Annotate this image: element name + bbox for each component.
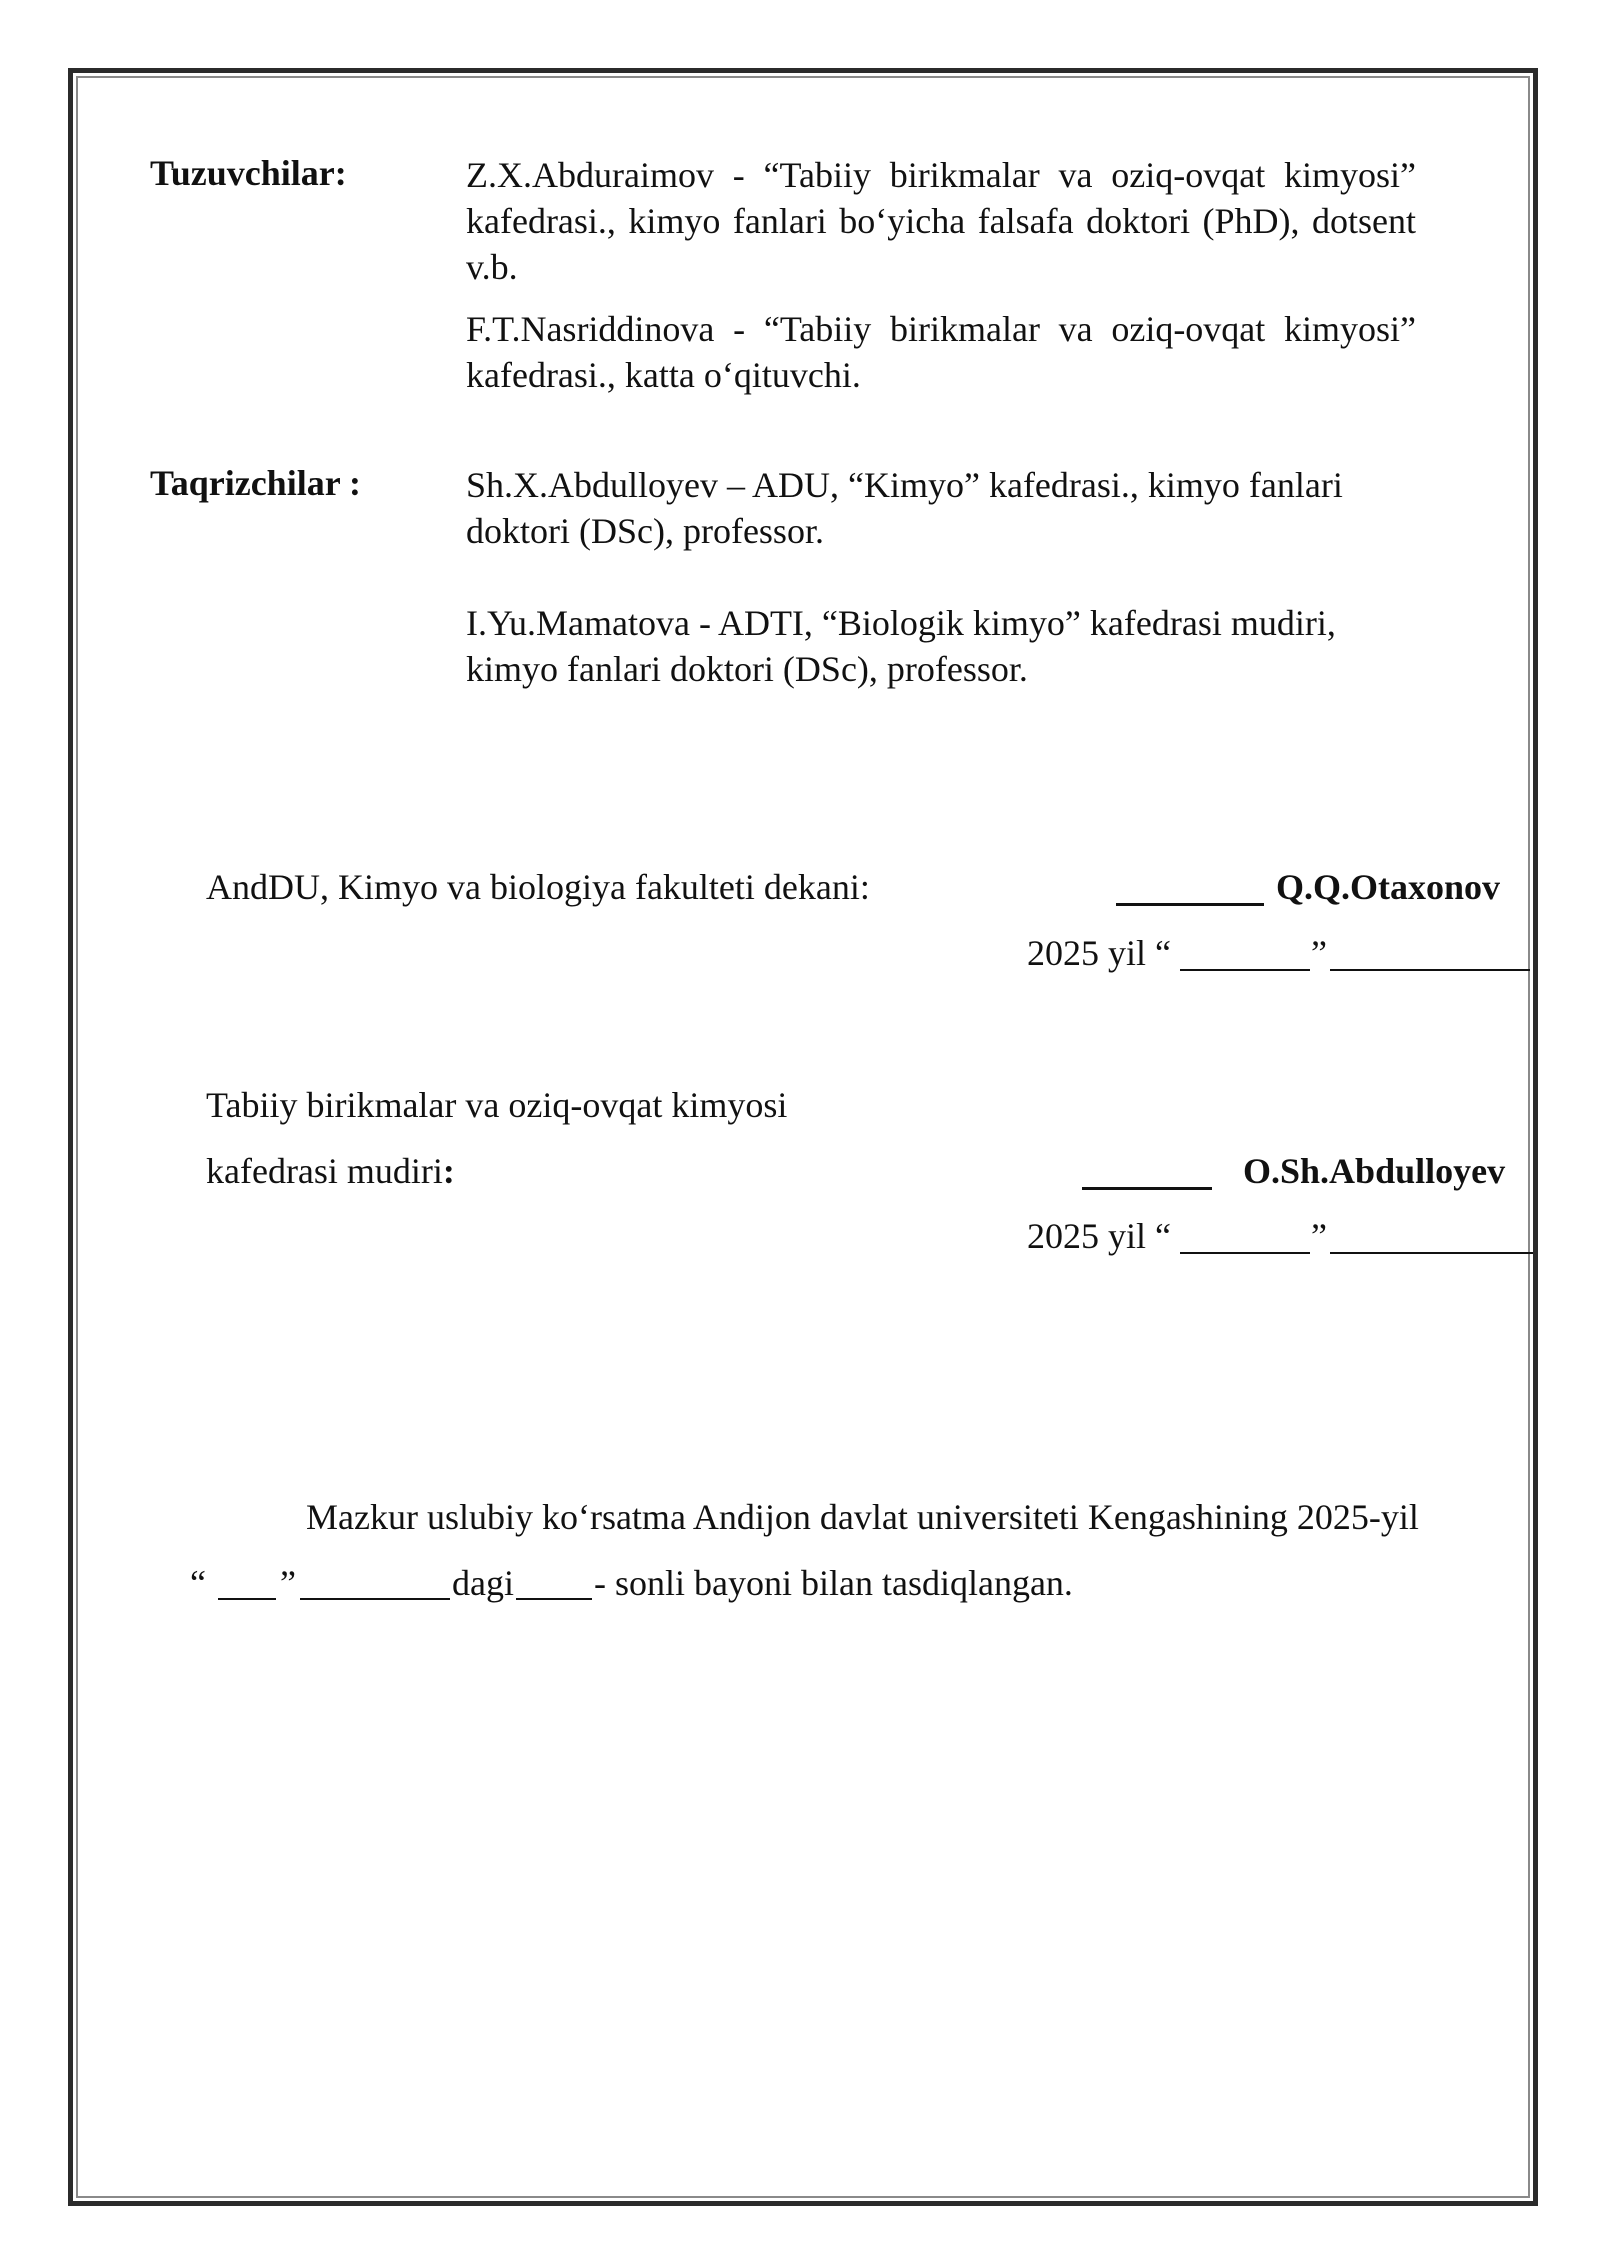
reviewers-label: Taqrizchilar : [150,463,362,503]
dean-name: Q.Q.Otaxonov [1276,867,1501,907]
head-title-line1: Tabiiy birikmalar va oziq-ovqat kimyosi [206,1085,788,1125]
reviewer-entry-2: I.Yu.Mamatova - ADTI, “Biologik kimyo” kafedrasi mudiri, kimyo fanlari doktori (DSc), professor. [466,603,1336,689]
dean-date-day-line [1180,969,1310,971]
dean-date-month-line [1330,969,1530,971]
authors-label: Tuzuvchilar: [150,153,347,193]
head-date-prefix: 2025 yil “ [1027,1216,1171,1256]
dean-signature-line [1116,903,1264,906]
author-entry-2: F.T.Nasriddinova - “Tabiiy birikmalar va oziq-ovqat kimyosi” kafedrasi., katta o‘qituvchi. [466,309,1416,395]
head-date-close-quote: ” [1311,1216,1327,1256]
dean-title: AndDU, Kimyo va biologiya fakulteti dekani: [206,867,870,907]
approval-open-quote: “ [190,1563,206,1603]
head-title-line2 [206,1148,455,1194]
head-name: O.Sh.Abdulloyev [1243,1151,1506,1191]
approval-month-line [300,1598,450,1600]
approval-number-line [516,1598,592,1600]
dean-date-close-quote: ” [1311,933,1327,973]
author-entry-1: Z.X.Abduraimov - “Tabiiy birikmalar va oziq-ovqat kimyosi” kafedrasi., kimyo fanlari bo‘yicha falsafa doktori (PhD), dotsent v.b. [466,155,1416,287]
approval-line1: Mazkur uslubiy ko‘rsatma Andijon davlat universiteti Kengashining 2025-yil [306,1497,1419,1537]
head-date-month-line [1330,1252,1533,1254]
approval-close-quote: ” [280,1563,296,1603]
head-title-text: kafedrasi mudiri [206,1151,443,1191]
head-signature-line [1082,1187,1212,1190]
head-date-day-line [1180,1252,1310,1254]
dean-date-prefix: 2025 yil “ [1027,933,1171,973]
reviewer-entry-1: Sh.X.Abdulloyev – ADU, “Kimyo” kafedrasi., kimyo fanlari doktori (DSc), professor. [466,465,1343,551]
approval-tail: - sonli bayoni bilan tasdiqlangan. [594,1563,1073,1603]
head-title-colon: : [442,1151,455,1191]
approval-dagi: dagi [452,1563,514,1603]
approval-day-line [218,1598,276,1600]
